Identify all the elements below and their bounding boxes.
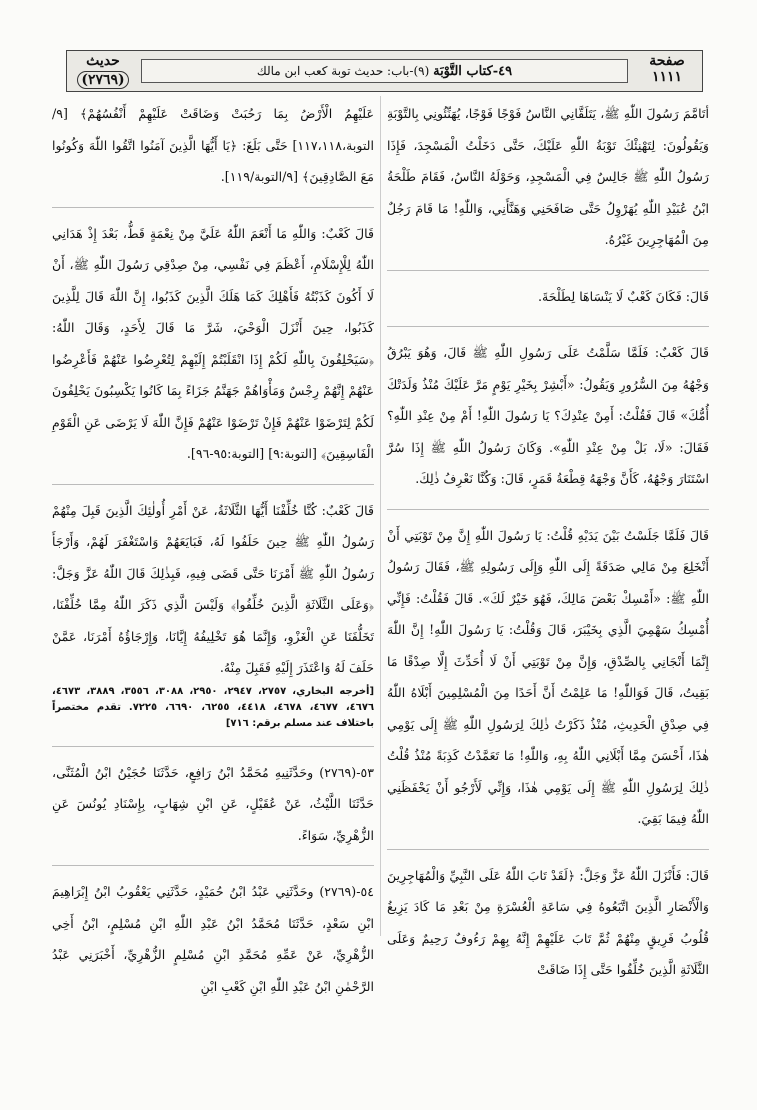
hadith-paragraph: ٥٣-(٢٧٦٩) وحَدَّثَنِيهِ مُحَمَّدُ ابْنُ رَافِعٍ، حَدَّثَنَا حُجَيْنُ ابْنُ الْمُثَنَّى، حَدَّثَنَا اللَّيْثُ، عَنْ عُقَيْلٍ، عَنِ ابْنِ شِهَابٍ، بِإِسْنَادِ يُونُسَ عَنِ الزُّهْرِيِّ، سَوَاءً.	[52, 746, 374, 852]
paragraph: أتَامَّمَ رَسُولَ اللّٰهِ ﷺ، يَتَلَقَّانِي النَّاسُ فَوْجًا فَوْجًا، يُهَنِّئُونِي بِالتَّوْبَةِ وَيَقُولُونَ: لِتَهْنِئْكَ تَوْبَةُ اللّٰهِ عَلَيْكَ، حَتَّى دَخَلْتُ الْمَسْجِدَ، فَإِذَا رَسُولُ اللّٰهِ ﷺ جَالِسٌ فِي الْمَسْجِدِ، وَحَوْلَهُ النَّاسُ، فَقَامَ طَلْحَةُ ابْنُ عُبَيْدِ اللّٰهِ يُهَرْوِلُ حَتَّى صَافَحَنِي وَهَنَّأَنِي، وَاللّٰهِ! مَا قَامَ رَجُلٌ مِنَ الْمُهَاجِرِينَ غَيْرُهُ.	[387, 106, 709, 247]
hadith-number: (٢٧٦٩)	[77, 71, 128, 89]
paragraph: عَلَيْهِمُ الْأَرْضُ بِمَا رَحُبَتْ وَضَاقَتْ عَلَيْهِمْ أَنْفُسُهُمْ﴾ [٩/التوبة،١١٧،١١٨] حَتَّى بَلَغَ: ﴿يَا أَيُّهَا الَّذِينَ آمَنُوا اتَّقُوا اللّٰهَ وَكُونُوا مَعَ الصَّادِقِينَ﴾ [٩/التوبة/١١٩].	[52, 106, 374, 184]
chapter-title: (٩)-باب: حديث توبة كعب ابن مالك	[256, 64, 430, 78]
paragraph: قَالَ فَلَمَّا جَلَسْتُ بَيْنَ يَدَيْهِ قُلْتُ: يَا رَسُولَ اللّٰهِ إِنَّ مِنْ تَوْبَتِي أَنْ أَنْخَلِعَ مِنْ مَالِي صَدَقَةً إِلَى اللّٰهِ وَإِلَى رَسُولِهِ ﷺ، فَقَالَ رَسُولُ اللّٰهِ ﷺ: «أَمْسِكْ بَعْضَ مَالِكَ، فَهُوَ خَيْرٌ لَكَ». قَالَ فَقُلْتُ: فَإِنِّي أُمْسِكُ سَهْمِيَ الَّذِي بِخَيْبَرَ، قَالَ وَقُلْتُ: يَا رَسُولَ اللّٰهِ! إِنَّ اللّٰهَ إِنَّمَا أَنْجَانِي بِالصِّدْقِ، وَإِنَّ مِنْ تَوْبَتِي أَنْ لَا أُحَدِّثَ إِلَّا صِدْقًا مَا بَقِيتُ، قَالَ فَوَاللّٰهِ! مَا عَلِمْتُ أَنَّ أَحَدًا مِنَ الْمُسْلِمِينَ أَبْلَاهُ اللّٰهُ فِي صِدْقِ الْحَدِيثِ، مُنْذُ ذَكَرْتُ ذٰلِكَ لِرَسُولِ اللّٰهِ ﷺ إِلَى يَوْمِي هٰذَا، أَحْسَنَ مِمَّا أَبْلَانِي اللّٰهُ بِهِ، وَاللّٰهِ! مَا تَعَمَّدْتُ كَذِبَةً مُنْذُ قُلْتُ ذٰلِكَ لِرَسُولِ اللّٰهِ ﷺ إِلَى يَوْمِي هٰذَا، وَإِنِّي لَأَرْجُو أَنْ يَحْفَظَنِي اللّٰهُ فِيمَا بَقِيَ.	[387, 509, 709, 835]
header-title-bar	[141, 59, 628, 83]
page-label: صفحة	[649, 53, 685, 69]
paragraph: قَالَ كَعْبٌ: فَلَمَّا سَلَّمْتُ عَلَى رَسُولِ اللّٰهِ ﷺ قَالَ، وَهُوَ يَبْرُقُ وَجْهُهُ مِنَ السُّرُورِ وَيَقُولُ: «أَبْشِرْ بِخَيْرِ يَوْمٍ مَرَّ عَلَيْكَ مُنْذُ وَلَدَتْكَ أُمُّكَ» قَالَ فَقُلْتُ: أَمِنْ عِنْدِكَ؟ يَا رَسُولَ اللّٰهِ! أَمْ مِنْ عِنْدِ اللّٰهِ؟ فَقَالَ: «لَا، بَلْ مِنْ عِنْدِ اللّٰهِ». وَكَانَ رَسُولُ اللّٰهِ ﷺ إِذَا سُرَّ اسْتَنَارَ وَجْهُهُ، كَأَنَّ وَجْهَهُ قِطْعَةُ قَمَرٍ، قَالَ: وَكُنَّا نَعْرِفُ ذٰلِكَ.	[387, 326, 709, 495]
hadith-label: حديث	[86, 53, 120, 69]
reference-note: [أخرجه البخاري، ٢٧٥٧، ٢٩٤٧، ٢٩٥٠، ٣٠٨٨، ٣٥٥٦، ٣٨٨٩، ٤٦٧٣، ٤٦٧٦، ٤٦٧٧، ٤٦٧٨، ٤٤١٨، ٦٢٥٥، ٦٦٩٠، ٧٢٢٥. تقدم مختصراً باختلاف عند مسلم برقم: ٧١٦]	[52, 685, 375, 729]
hadith-number-box	[71, 54, 135, 86]
page-number: ١١١١	[651, 69, 683, 85]
paragraph-text: قَالَ كَعْبٌ: كُنَّا خُلِّفْنَا أَيُّهَا الثَّلَاثَةُ، عَنْ أَمْرِ أُولٰئِكَ الَّذِينَ قَبِلَ مِنْهُمْ رَسُولُ اللّٰهِ ﷺ حِينَ حَلَفُوا لَهُ، فَبَايَعَهُمْ وَاسْتَغْفَرَ لَهُمْ، وَأَرْجَأَ رَسُولُ اللّٰهِ ﷺ أَمْرَنَا حَتَّى قَضَى فِيهِ، فَبِذٰلِكَ قَالَ اللّٰهُ عَزَّ وَجَلَّ: ﴿وَعَلَى الثَّلَاثَةِ الَّذِينَ خُلِّفُوا﴾ وَلَيْسَ الَّذِي ذَكَرَ اللّٰهُ مِمَّا خُلِّفْنَا، تَخَلُّفَنَا عَنِ الْغَزْوِ، وَإِنَّمَا هُوَ تَخْلِيفُهُ إِيَّانَا، وَإِرْجَاؤُهُ أَمْرَنَا، عَمَّنْ حَلَفَ لَهُ وَاعْتَذَرَ إِلَيْهِ فَقَبِلَ مِنْهُ.	[52, 502, 374, 675]
paragraph	[52, 484, 374, 732]
right-column	[387, 98, 709, 1000]
page-number-box	[636, 54, 698, 86]
hadith-paragraph: ٥٤-(٢٧٦٩) وحَدَّثَنِي عَبْدُ ابْنُ حُمَيْدٍ، حَدَّثَنِي يَعْقُوبُ ابْنُ إِبْرَاهِيمَ ابْنِ سَعْدٍ، حَدَّثَنَا مُحَمَّدُ ابْنُ عَبْدِ اللّٰهِ ابْنِ مُسْلِمٍ، ابْنُ أَخِي الزُّهْرِيِّ، عَنْ عَمِّهِ مُحَمَّدِ ابْنِ مُسْلِمٍ الزُّهْرِيِّ، أَخْبَرَنِي عَبْدُ الرَّحْمٰنِ ابْنُ عَبْدِ اللّٰهِ ابْنِ كَعْبِ ابْنِ	[52, 865, 374, 1002]
left-column	[52, 98, 374, 1016]
paragraph: قَالَ كَعْبٌ: وَاللّٰهِ مَا أَنْعَمَ اللّٰهُ عَلَيَّ مِنْ نِعْمَةٍ قَطُّ، بَعْدَ إِذْ هَدَانِي اللّٰهُ لِلْإِسْلَامِ، أَعْظَمَ فِي نَفْسِي، مِنْ صِدْقِي رَسُولَ اللّٰهِ ﷺ، أَنْ لَا أَكُونَ كَذَبْتُهُ فَأَهْلِكَ كَمَا هَلَكَ الَّذِينَ كَذَبُوا، إِنَّ اللّٰهَ قَالَ لِلَّذِينَ كَذَبُوا، حِينَ أَنْزَلَ الْوَحْيَ، شَرَّ مَا قَالَ لِأَحَدٍ، وَقَالَ اللّٰهُ: ﴿سَيَحْلِفُونَ بِاللّٰهِ لَكُمْ إِذَا انْقَلَبْتُمْ إِلَيْهِمْ لِتُعْرِضُوا عَنْهُمْ فَأَعْرِضُوا عَنْهُمْ إِنَّهُمْ رِجْسٌ وَمَأْوَاهُمْ جَهَنَّمُ جَزَاءً بِمَا كَانُوا يَكْسِبُونَ يَحْلِفُونَ لَكُمْ لِتَرْضَوْا عَنْهُمْ فَإِنْ تَرْضَوْا عَنْهُمْ فَإِنَّ اللّٰهَ لَا يَرْضَى عَنِ الْقَوْمِ الْفَاسِقِينَ﴾ [التوبة:٩] [التوبة:٩٥-٩٦].	[52, 207, 374, 470]
page-header	[66, 50, 703, 92]
paragraph: قَالَ: فَأَنْزَلَ اللّٰهُ عَزَّ وَجَلَّ: ﴿لَقَدْ تَابَ اللّٰهُ عَلَى النَّبِيِّ وَالْمُهَاجِرِينَ وَالْأَنْصَارِ الَّذِينَ اتَّبَعُوهُ فِي سَاعَةِ الْعُسْرَةِ مِنْ بَعْدِ مَا كَادَ يَزِيغُ قُلُوبُ فَرِيقٍ مِنْهُمْ ثُمَّ تَابَ عَلَيْهِمْ إِنَّهُ بِهِمْ رَءُوفٌ رَحِيمٌ وَعَلَى الثَّلَاثَةِ الَّذِينَ خُلِّفُوا حَتَّى إِذَا ضَاقَتْ	[387, 849, 709, 986]
book-title: ٤٩-كتاب التَّوْبَة	[433, 64, 513, 79]
column-divider	[380, 96, 381, 936]
paragraph: قَالَ: فَكَانَ كَعْبٌ لَا يَنْسَاهَا لِطَلْحَةَ.	[387, 270, 709, 313]
